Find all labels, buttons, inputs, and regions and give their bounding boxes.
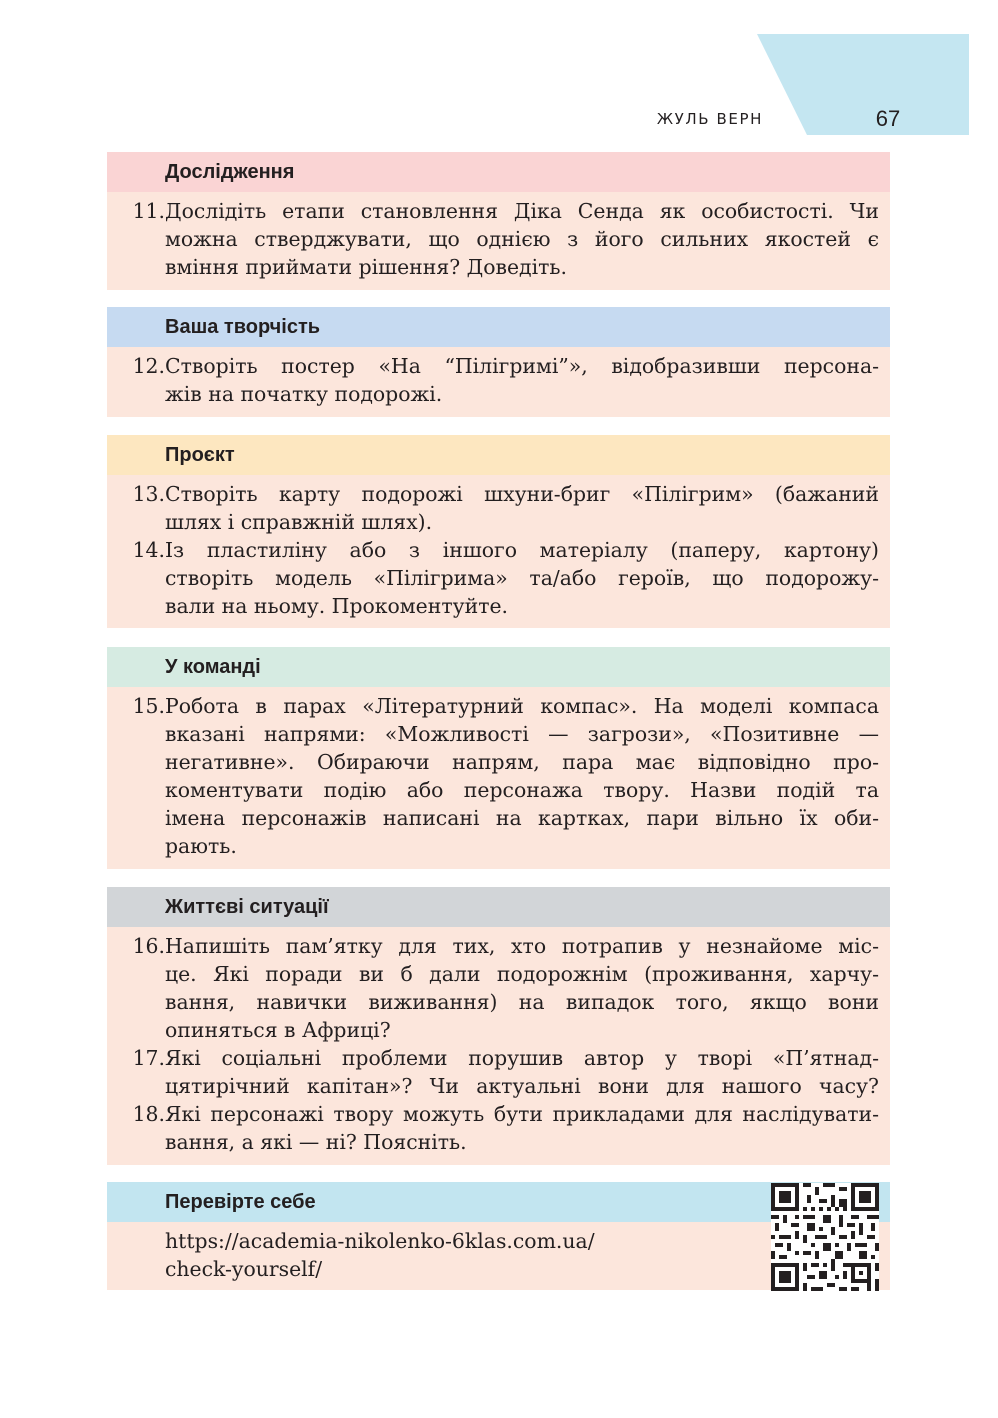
task-number: 12.: [132, 354, 165, 378]
task-number: 14.: [132, 538, 165, 562]
url-line[interactable]: check-yourself/: [165, 1257, 323, 1281]
section-team: [107, 647, 890, 869]
url-line[interactable]: https://academia-nikolenko-6klas.com.ua/: [165, 1229, 595, 1253]
task-line: можна стверджувати, що однією з його сильних якостей є: [165, 227, 879, 251]
task-number: 18.: [132, 1102, 165, 1126]
task-line: коментувати подію або персонажа твору. Назви подій та: [165, 778, 879, 802]
running-head: ЖУЛЬ ВЕРН: [656, 110, 763, 128]
section-title: Дослідження: [107, 152, 890, 192]
task-line: вання, а які — ні? Поясніть.: [165, 1130, 467, 1154]
task-line: негативне». Обираючи напрям, пара має відповідно про-: [165, 750, 879, 774]
task-number: 17.: [132, 1046, 165, 1070]
task-line: цятирічний капітан»? Чи актуальні вони для нашого часу?: [165, 1074, 879, 1098]
task-line: Які персонажі твору можуть бути прикладами для наслідувати-: [165, 1102, 879, 1126]
section-title: Перевірте себе: [107, 1182, 890, 1222]
task: [107, 536, 890, 620]
section-life-situations: [107, 887, 890, 1165]
task-number: 13.: [132, 482, 165, 506]
task-line: Напишіть пам’ятку для тих, хто потрапив у незнайоме міс-: [165, 934, 879, 958]
task: [107, 692, 890, 860]
task-line: опиняться в Африці?: [165, 1018, 391, 1042]
task: [107, 932, 890, 1044]
task: [107, 480, 890, 536]
task: [107, 197, 890, 281]
task-line: Які соціальні проблеми порушив автор у творі «П’ятнад-: [165, 1046, 879, 1070]
task-line: Із пластиліну або з іншого матеріалу (паперу, картону): [165, 538, 879, 562]
task-number: 16.: [132, 934, 165, 958]
section-creativity: [107, 307, 890, 417]
qr-code-icon[interactable]: [771, 1183, 879, 1291]
task-line: створіть модель «Пілігрима» та/або героїв, що подорожу-: [165, 566, 879, 590]
task: [107, 352, 890, 408]
section-research: [107, 152, 890, 290]
task-line: вказані напрями: «Можливості — загрози», «Позитивне —: [165, 722, 879, 746]
section-title: Ваша творчість: [107, 307, 890, 347]
task-line: рають.: [165, 834, 237, 858]
task-number: 15.: [132, 694, 165, 718]
section-title: Проєкт: [107, 435, 890, 475]
page-number: 67: [875, 106, 901, 131]
task-line: вання, навички виживання) на випадок того, якщо вони: [165, 990, 879, 1014]
task-line: Створіть постер «На “Пілігримі”», відобразивши персона-: [165, 354, 879, 378]
task-number: 11.: [132, 199, 165, 223]
task-line: вали на ньому. Прокоментуйте.: [165, 594, 509, 618]
task: [107, 1044, 890, 1100]
task-line: імена персонажів написані на картках, пари вільно їх оби-: [165, 806, 879, 830]
section-project: [107, 435, 890, 628]
section-title: У команді: [107, 647, 890, 687]
task: [107, 1100, 890, 1156]
task-line: Створіть карту подорожі шхуни-бриг «Пілігрим» (бажаний: [165, 482, 879, 506]
task-line: жів на початку подорожі.: [165, 382, 443, 406]
section-title: Життєві ситуації: [107, 887, 890, 927]
task-line: Робота в парах «Літературний компас». На моделі компаса: [165, 694, 879, 718]
task-line: вміння приймати рішення? Доведіть.: [165, 255, 567, 279]
task-line: це. Які поради ви б дали подорожнім (проживання, харчу-: [165, 962, 879, 986]
task-line: шлях і справжній шлях).: [165, 510, 433, 534]
task-line: Дослідіть етапи становлення Діка Сенда як особистості. Чи: [165, 199, 879, 223]
